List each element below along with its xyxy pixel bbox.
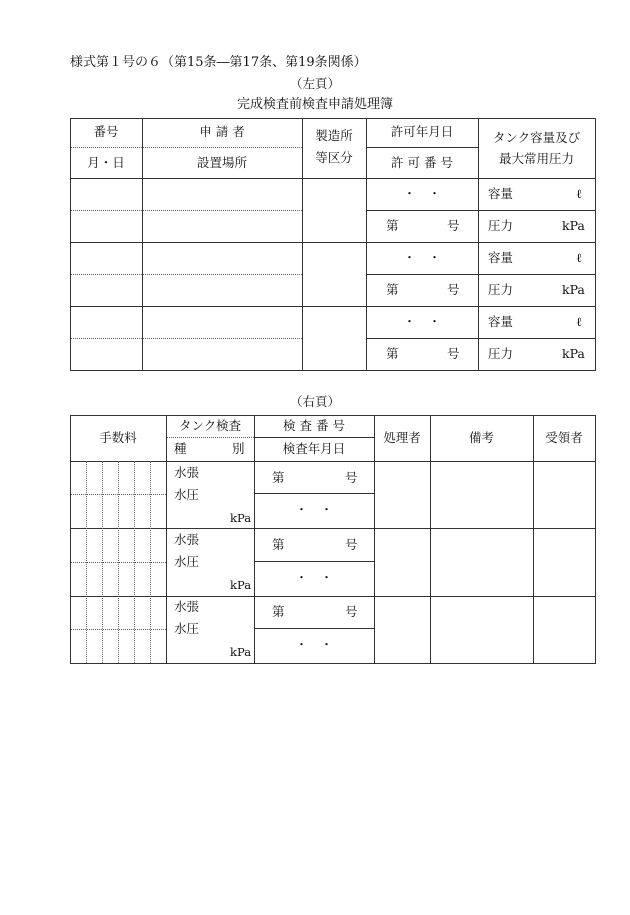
row2-permit-dai: 第: [386, 282, 399, 297]
row3-liter: ℓ: [576, 314, 582, 329]
row2-liter: ℓ: [576, 250, 582, 265]
header-tank-line1: タンク容量及び: [492, 130, 581, 145]
rrow1-water-fill: 水張: [174, 465, 200, 480]
header-receiver: 受領者: [545, 430, 583, 445]
form-title: 様式第１号の６（第15条―第17条、第19条関係）: [70, 55, 367, 70]
header-processor: 処理者: [383, 430, 421, 445]
rrow3-gou: 号: [345, 604, 358, 619]
rrow2-water-fill: 水張: [174, 532, 200, 547]
row2-capacity: 容量: [488, 250, 514, 265]
header-fee: 手数料: [99, 430, 137, 445]
header-inspection-date: 検査年月日: [282, 441, 346, 456]
rrow2-water-pressure: 水圧: [174, 554, 200, 569]
rrow1-gou: 号: [345, 470, 358, 485]
header-permit-number: 許 可 番 号: [391, 155, 453, 170]
rrow1-dai: 第: [272, 470, 285, 485]
header-applicant: 申 請 者: [199, 124, 245, 139]
row2-permit-gou: 号: [447, 282, 460, 297]
header-tank-line2: 最大常用圧力: [498, 151, 574, 166]
header-inspection-number: 検 査 番 号: [283, 418, 345, 433]
rrow2-date: ・ ・: [295, 570, 333, 585]
rrow3-water-pressure: 水圧: [174, 621, 200, 636]
left-page-label: （左頁）: [289, 76, 340, 91]
header-install-place: 設置場所: [196, 155, 247, 170]
row3-permit-gou: 号: [447, 346, 460, 361]
row1-permit-date: ・ ・: [403, 186, 441, 201]
rrow1-kpa: kPa: [230, 511, 252, 525]
header-kind-2: 別: [232, 441, 245, 456]
rrow3-water-fill: 水張: [174, 599, 200, 614]
rrow2-gou: 号: [345, 537, 358, 552]
header-remarks: 備考: [468, 430, 494, 445]
row1-liter: ℓ: [576, 186, 582, 201]
header-kind-1: 種: [174, 441, 187, 456]
row3-pressure: 圧力: [488, 346, 514, 361]
row3-permit-date: ・ ・: [403, 314, 441, 329]
rrow2-kpa: kPa: [230, 578, 252, 592]
header-month-day: 月・日: [87, 155, 125, 170]
row2-pressure: 圧力: [488, 282, 514, 297]
right-page-label: （右頁）: [289, 394, 340, 409]
row3-permit-dai: 第: [386, 346, 399, 361]
row2-kpa: kPa: [562, 282, 585, 297]
row1-pressure: 圧力: [488, 218, 514, 233]
rrow1-water-pressure: 水圧: [174, 487, 200, 502]
row1-permit-gou: 号: [447, 218, 460, 233]
header-tank-inspection: タンク検査: [178, 418, 242, 433]
rrow1-date: ・ ・: [295, 502, 333, 517]
rrow3-date: ・ ・: [295, 637, 333, 652]
header-factory-line1: 製造所: [315, 128, 353, 143]
row2-permit-date: ・ ・: [403, 250, 441, 265]
row1-permit-dai: 第: [386, 218, 399, 233]
row3-kpa: kPa: [562, 346, 585, 361]
row1-capacity: 容量: [488, 186, 514, 201]
header-permit-date: 許可年月日: [390, 124, 454, 139]
rrow3-dai: 第: [272, 604, 285, 619]
rrow3-kpa: kPa: [230, 645, 252, 659]
left-table-title: 完成検査前検査申請処理簿: [236, 97, 393, 112]
header-factory-line2: 等区分: [315, 150, 353, 165]
rrow2-dai: 第: [272, 537, 285, 552]
row3-capacity: 容量: [488, 314, 514, 329]
header-number: 番号: [93, 124, 119, 139]
row1-kpa: kPa: [562, 218, 585, 233]
